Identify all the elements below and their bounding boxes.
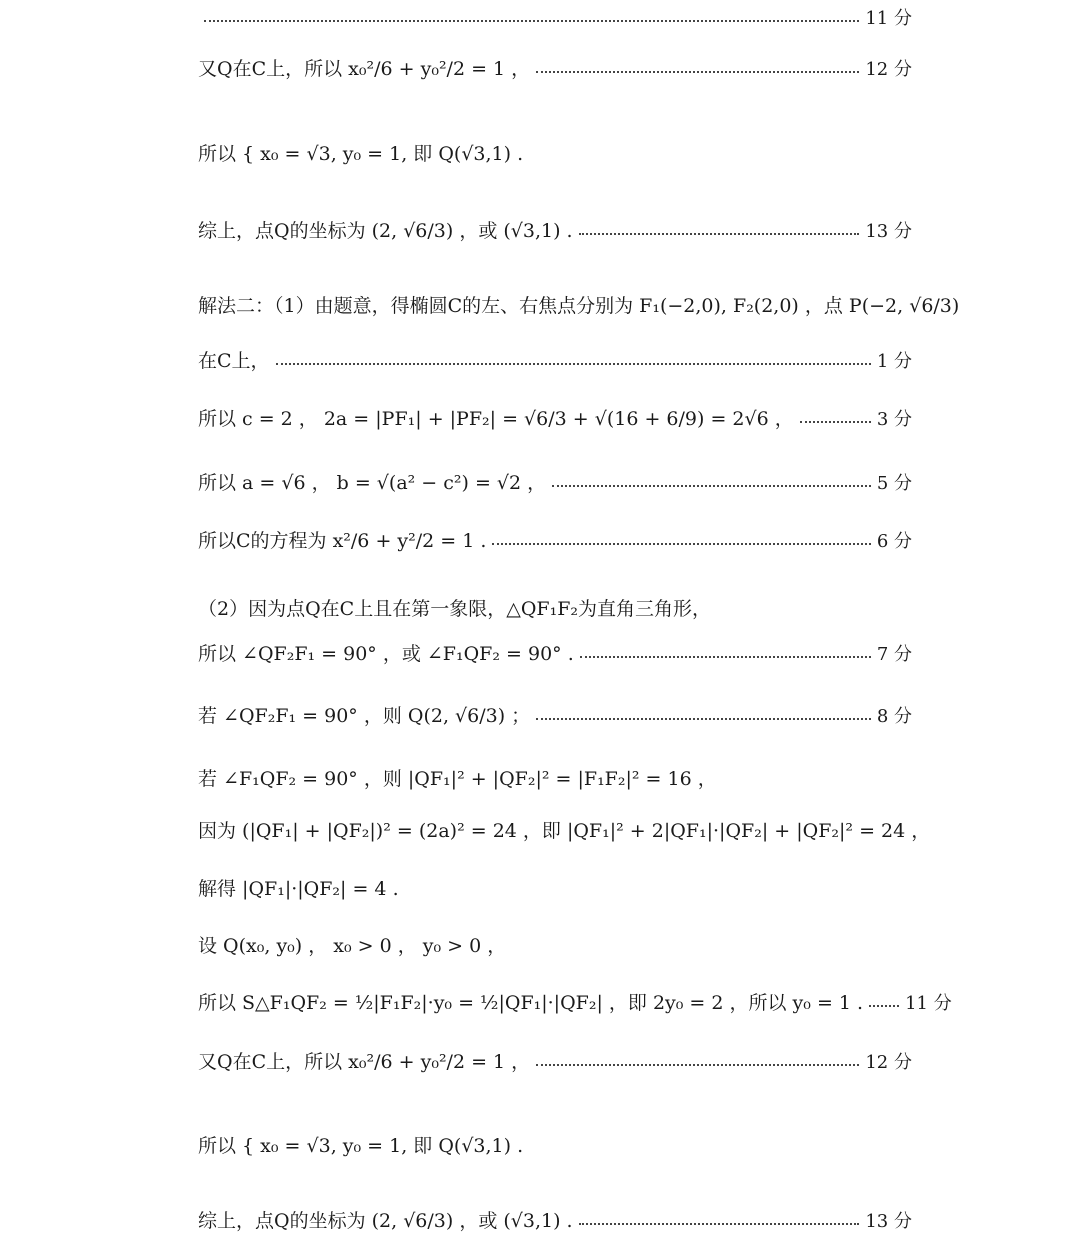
- solution-line: [198, 1212, 912, 1231]
- dot-leader: [579, 233, 860, 235]
- dot-leader: [536, 71, 859, 73]
- line-text: 所以 { x₀ = √3, y₀ = 1, 即 Q(√3,1) .: [198, 1135, 524, 1157]
- line-text: 所以 ∠QF₂F₁ = 90° ，或 ∠F₁QF₂ = 90° .: [198, 643, 574, 665]
- line-text: 所以C的方程为 x²/6 + y²/2 = 1 .: [198, 530, 487, 552]
- score-label: 11 分: [865, 8, 912, 29]
- line-text: 若 ∠F₁QF₂ = 90° ，则 |QF₁|² + |QF₂|² = |F₁F₂|² = 16 ，: [198, 768, 717, 790]
- dot-leader: [536, 718, 871, 720]
- solution-line: [198, 992, 952, 1014]
- solution-line: [198, 532, 912, 551]
- line-text: 所以 { x₀ = √3, y₀ = 1, 即 Q(√3,1) .: [198, 143, 524, 165]
- solution-line: [198, 145, 912, 164]
- solution-line: [198, 770, 912, 789]
- line-text: 综上，点Q的坐标为 (2, √6/3) ，或 (√3,1) .: [198, 1210, 573, 1232]
- score-label: 6 分: [876, 530, 912, 552]
- dot-leader: [580, 656, 871, 658]
- solution-line: [198, 645, 912, 664]
- solution-line: [198, 707, 912, 726]
- score-label: 5 分: [876, 472, 912, 494]
- dot-leader: [552, 485, 871, 487]
- line-text: 解得 |QF₁|·|QF₂| = 4 .: [198, 878, 399, 900]
- score-label: 13 分: [865, 1210, 912, 1232]
- dot-leader: [579, 1223, 860, 1225]
- score-label: 1 分: [876, 350, 912, 372]
- solution-line: [198, 600, 912, 619]
- solution-line: [198, 222, 912, 241]
- line-text: 因为 (|QF₁| + |QF₂|)² = (2a)² = 24 ，即 |QF₁|² + 2|QF₁|·|QF₂| + |QF₂|² = 24 ，: [198, 820, 931, 842]
- score-label: 8 分: [876, 705, 912, 727]
- line-text: 又Q在C上，所以 x₀²/6 + y₀²/2 = 1 ，: [198, 1051, 531, 1073]
- line-text: 解法二：（1）由题意，得椭圆C的左、右焦点分别为 F₁(−2,0), F₂(2,0) ，点 P(−2, √6/3): [198, 295, 960, 317]
- dot-leader: [536, 1064, 859, 1066]
- line-text: 所以 a = √6 ， b = √(a² − c²) = √2 ，: [198, 472, 547, 494]
- score-label: 12 分: [865, 1051, 912, 1073]
- solution-line: [198, 10, 912, 28]
- line-text: 在C上，: [198, 350, 270, 372]
- dot-leader: [204, 20, 859, 22]
- score-label: 13 分: [865, 220, 912, 242]
- solution-line: [198, 820, 931, 842]
- line-text: （2）因为点Q在C上且在第一象限，△QF₁F₂为直角三角形，: [198, 598, 711, 620]
- solution-line: [198, 880, 912, 899]
- score-label: 11 分: [905, 992, 952, 1014]
- line-text: 综上，点Q的坐标为 (2, √6/3) ，或 (√3,1) .: [198, 220, 573, 242]
- solution-line: [198, 60, 912, 79]
- score-label: 7 分: [876, 643, 912, 665]
- score-label: 3 分: [876, 408, 912, 430]
- dot-leader: [492, 543, 870, 545]
- line-text: 设 Q(x₀, y₀) ， x₀ > 0 ， y₀ > 0 ，: [198, 935, 507, 957]
- dot-leader: [800, 421, 871, 423]
- line-text: 所以 c = 2 ， 2a = |PF₁| + |PF₂| = √6/3 + √(16 + 6/9) = 2√6 ，: [198, 408, 794, 430]
- solution-line: [198, 295, 960, 317]
- line-text: 所以 S△F₁QF₂ = ½|F₁F₂|·y₀ = ½|QF₁|·|QF₂| ，即 2y₀ = 2 ，所以 y₀ = 1 .: [198, 992, 864, 1014]
- score-label: 12 分: [865, 58, 912, 80]
- solution-line: [198, 352, 912, 371]
- solution-line: [198, 937, 912, 956]
- solution-line: [198, 1137, 912, 1156]
- solution-line: [198, 474, 912, 493]
- line-text: 又Q在C上，所以 x₀²/6 + y₀²/2 = 1 ，: [198, 58, 531, 80]
- solution-line: [198, 1053, 912, 1072]
- dot-leader: [869, 1005, 899, 1007]
- solution-line: [198, 410, 912, 429]
- line-text: 若 ∠QF₂F₁ = 90° ，则 Q(2, √6/3) ；: [198, 705, 531, 727]
- dot-leader: [276, 363, 871, 365]
